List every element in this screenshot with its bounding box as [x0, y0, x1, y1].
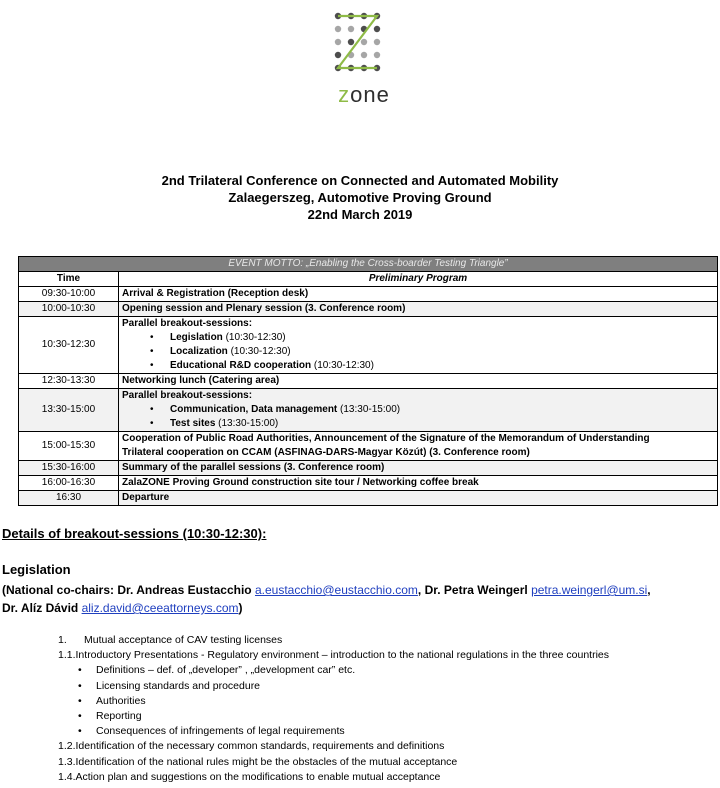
row-description: Departure [119, 491, 718, 506]
row-description [119, 389, 718, 432]
row-description-line: Trilateral cooperation on CCAM (ASFINAG-DARS-Magyar Közút) (3. Conference room) [122, 447, 530, 458]
row-description: Summary of the parallel sessions (3. Conference room) [119, 461, 718, 476]
row-description-line: Cooperation of Public Road Authorities, Announcement of the Signature of the Memorandum of Understanding [122, 433, 650, 444]
list-item: • Educational R&D cooperation (10:30-12:30) [170, 359, 714, 373]
list-item: • Authorities [74, 694, 609, 709]
table-row [19, 374, 718, 389]
row-time: 15:00-15:30 [19, 432, 119, 461]
row-time: 16:00-16:30 [19, 476, 119, 491]
email-link-david[interactable]: aliz.david@ceeattorneys.com [81, 601, 239, 615]
session-list [122, 403, 714, 431]
row-description: ZalaZONE Proving Ground construction site tour / Networking coffee break [119, 476, 718, 491]
email-link-eustacchio[interactable]: a.eustacchio@eustacchio.com [254, 583, 418, 597]
table-row [19, 287, 718, 302]
row-description: Arrival & Registration (Reception desk) [119, 287, 718, 302]
list-item: • Definitions – def. of „developer” , „development car” etc. [74, 663, 609, 678]
zone-wordmark: zone [338, 82, 390, 107]
co-chairs-prefix: (National co-chairs: Dr. Andreas Eustacchio [2, 583, 255, 597]
table-row [19, 491, 718, 506]
co-chairs-mid: , Dr. Petra Weingerl [417, 583, 532, 597]
row-time: 13:30-15:00 [19, 389, 119, 432]
co-chairs-text [2, 581, 717, 617]
conference-location: Zalaegerszeg, Automotive Proving Ground [228, 190, 492, 205]
row-description: Opening session and Plenary session (3. Conference room) [119, 302, 718, 317]
table-row [19, 389, 718, 432]
list-item: • Legislation (10:30-12:30) [170, 331, 714, 345]
list-item: 1. Mutual acceptance of CAV testing licenses [58, 634, 283, 646]
co-chairs-comma: , [647, 583, 651, 597]
list-item: 1.3.Identification of the national rules might be the obstacles of the mutual acceptance [58, 755, 458, 768]
time-column-header: Time [19, 272, 119, 287]
row-time: 16:30 [19, 491, 119, 506]
list-item: • Consequences of infringements of legal requirements [74, 724, 609, 739]
table-row [19, 476, 718, 491]
conference-header [0, 172, 720, 223]
conference-date: 22nd March 2019 [307, 207, 413, 222]
list-item: • Localization (10:30-12:30) [170, 345, 714, 359]
table-row [19, 461, 718, 476]
session-list [122, 331, 714, 373]
program-column-header: Preliminary Program [119, 272, 718, 287]
table-row [19, 317, 718, 374]
row-description: Networking lunch (Catering area) [119, 374, 718, 389]
list-item: • Communication, Data management (13:30-15:00) [170, 403, 714, 417]
list-item: 1.1.Introductory Presentations - Regulatory environment – introduction to the national regulations in the three countries [58, 649, 609, 662]
email-link-weingerl[interactable]: petra.weingerl@um.si [531, 583, 648, 597]
table-row [19, 432, 718, 461]
list-item: • Test sites (13:30-15:00) [170, 417, 714, 431]
row-time: 09:30-10:00 [19, 287, 119, 302]
table-row [19, 302, 718, 317]
list-item: • Reporting [74, 709, 609, 724]
list-item: 1.4.Action plan and suggestions on the modifications to enable mutual acceptance [58, 770, 441, 783]
event-motto: EVENT MOTTO: „Enabling the Cross-boarder Testing Triangle” [19, 257, 718, 272]
breakout-label: Parallel breakout-sessions: [122, 390, 253, 401]
list-item: • Licensing standards and procedure [74, 679, 609, 694]
row-time: 10:30-12:30 [19, 317, 119, 374]
row-time: 12:30-13:30 [19, 374, 119, 389]
breakout-label: Parallel breakout-sessions: [122, 318, 253, 329]
row-time: 15:30-16:00 [19, 461, 119, 476]
list-item: 1.2.Identification of the necessary common standards, requirements and definitions [58, 740, 445, 753]
details-heading: Details of breakout-sessions (10:30-12:30): [2, 526, 267, 541]
zone-logo-mark [330, 8, 394, 84]
program-table [18, 256, 718, 506]
co-chairs-suffix: ) [238, 601, 243, 615]
row-time: 10:00-10:30 [19, 302, 119, 317]
row-description [119, 317, 718, 374]
co-chairs-name3: Dr. Alíz Dávid [2, 601, 82, 615]
legislation-heading: Legislation [2, 562, 71, 577]
row-description [119, 432, 718, 461]
zone-logo [330, 8, 394, 107]
conference-title: 2nd Trilateral Conference on Connected and Automated Mobility [161, 173, 559, 188]
legislation-outline [58, 633, 609, 785]
